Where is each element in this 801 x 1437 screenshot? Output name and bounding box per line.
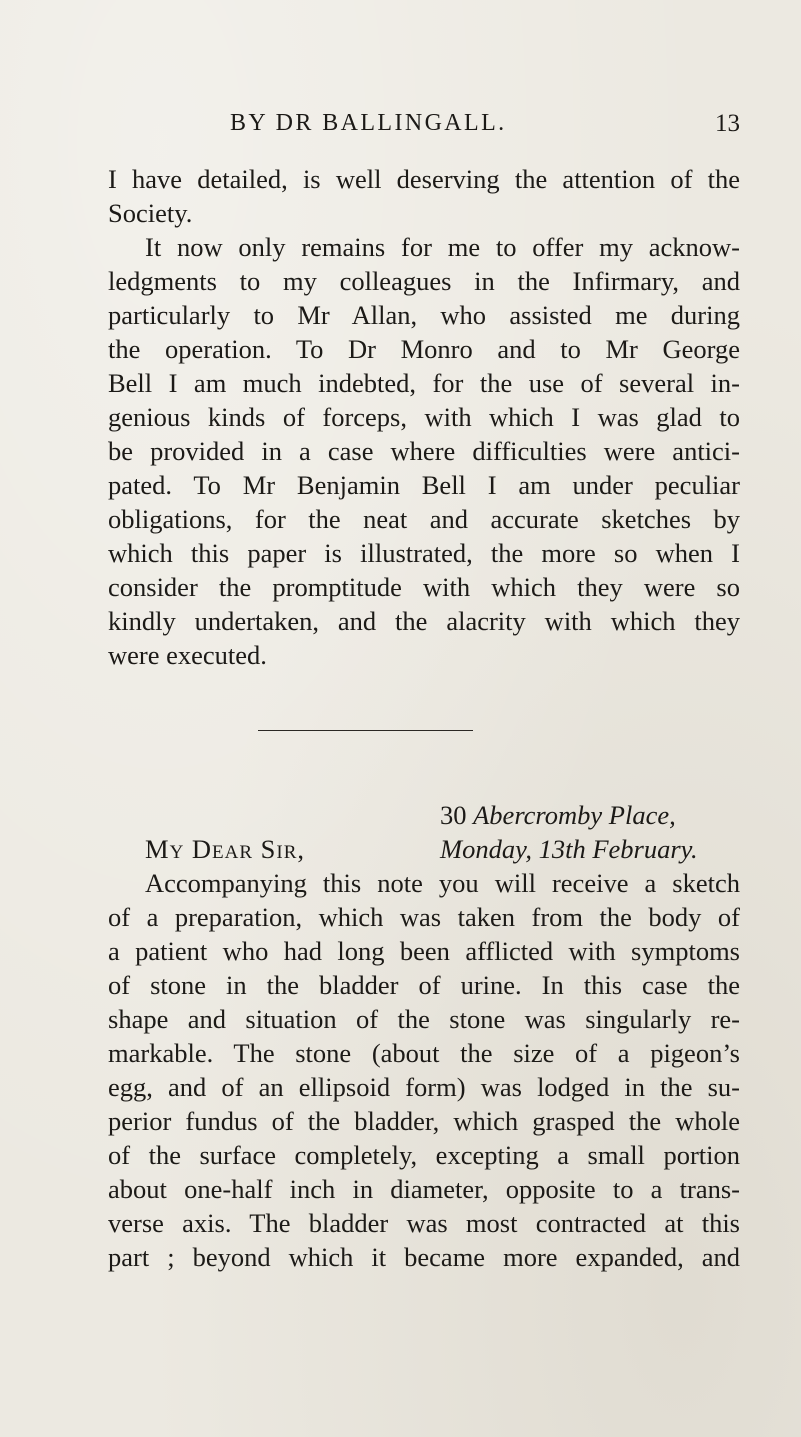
text-line: pated. To Mr Benjamin Bell I am under peculiar xyxy=(108,470,740,500)
text-line: about one-half inch in diameter, opposite to a trans- xyxy=(108,1174,740,1204)
date-day: Monday, xyxy=(440,834,532,864)
text-line: kindly undertaken, and the alacrity with which they xyxy=(108,606,740,636)
running-title: BY DR BALLINGALL. xyxy=(230,110,507,136)
text-line: Bell I am much indebted, for the use of several in- xyxy=(108,368,740,398)
text-line: genious kinds of forceps, with which I was glad to xyxy=(108,402,740,432)
text-line: be provided in a case where difficulties were antici- xyxy=(108,436,740,466)
text-line: of a preparation, which was taken from the body of xyxy=(108,902,740,932)
text-line: were executed. xyxy=(108,640,267,670)
text-line: It now only remains for me to offer my acknow- xyxy=(145,232,740,262)
text-line: perior fundus of the bladder, which grasped the whole xyxy=(108,1106,740,1136)
date-rest: 13th February. xyxy=(538,834,698,864)
text-line: part ; beyond which it became more expanded, and xyxy=(108,1242,740,1272)
text-line: the operation. To Dr Monro and to Mr George xyxy=(108,334,740,364)
text-line: shape and situation of the stone was singularly re- xyxy=(108,1004,740,1034)
text-line: I have detailed, is well deserving the attention of the xyxy=(108,164,740,194)
address-number: 30 xyxy=(440,800,467,830)
section-divider xyxy=(258,730,473,731)
letter-date xyxy=(440,832,698,866)
text-line: particularly to Mr Allan, who assisted me during xyxy=(108,300,740,330)
letter-address xyxy=(440,798,676,832)
text-line: egg, and of an ellipsoid form) was lodged in the su- xyxy=(108,1072,740,1102)
running-head xyxy=(230,110,740,150)
text-line: which this paper is illustrated, the more so when I xyxy=(108,538,740,568)
text-line: Accompanying this note you will receive a sketch xyxy=(145,868,740,898)
text-line: consider the promptitude with which they were so xyxy=(108,572,740,602)
page-number: 13 xyxy=(715,110,740,137)
text-line: obligations, for the neat and accurate sketches by xyxy=(108,504,740,534)
text-line: of stone in the bladder of urine. In this case the xyxy=(108,970,740,1000)
text-line: of the surface completely, excepting a small portion xyxy=(108,1140,740,1170)
text-line: Society. xyxy=(108,198,193,228)
address-place: Abercromby Place, xyxy=(473,800,676,830)
text-line: a patient who had long been afflicted with symptoms xyxy=(108,936,740,966)
text-line: ledgments to my colleagues in the Infirmary, and xyxy=(108,266,740,296)
text-line: markable. The stone (about the size of a pigeon’s xyxy=(108,1038,740,1068)
text-line: verse axis. The bladder was most contracted at this xyxy=(108,1208,740,1238)
letter-salutation: My Dear Sir, xyxy=(145,834,306,864)
